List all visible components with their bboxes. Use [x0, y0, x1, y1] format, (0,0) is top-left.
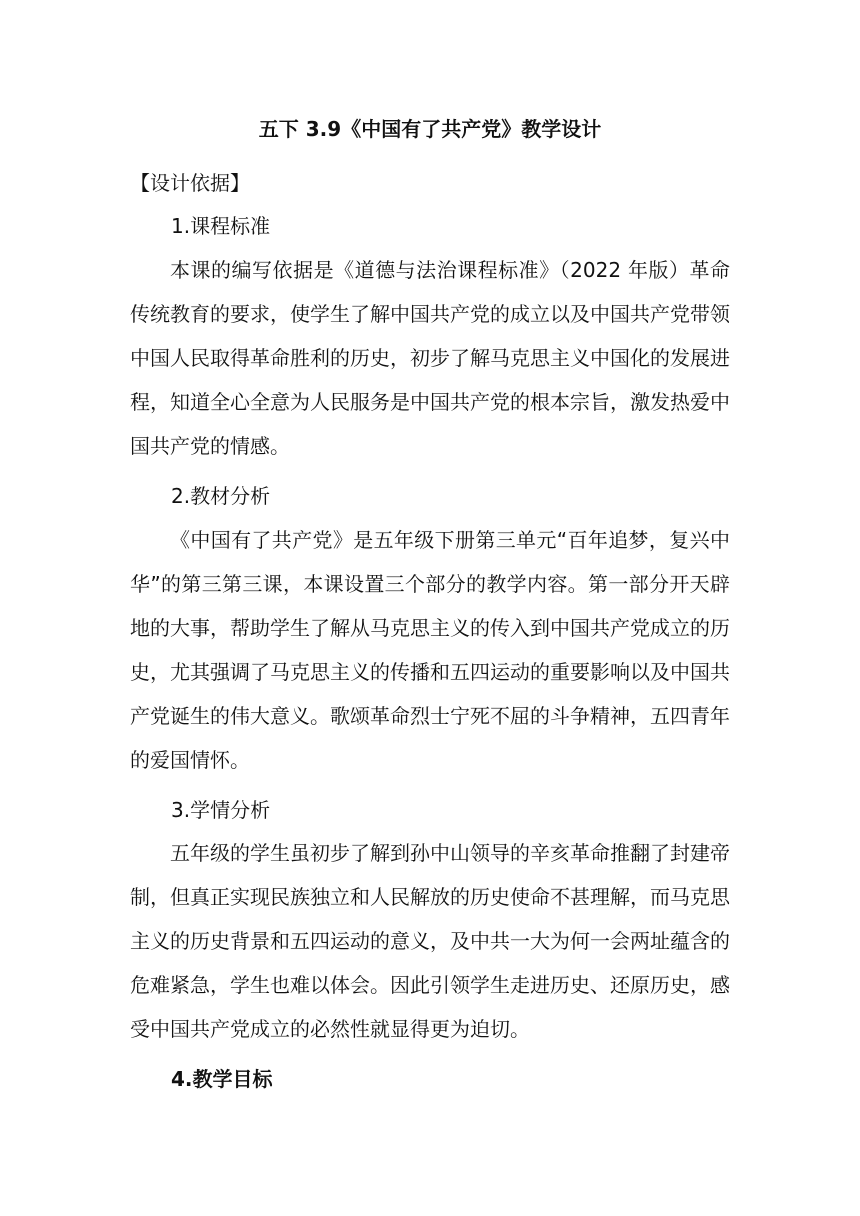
learner-analysis-paragraph: 五年级的学生虽初步了解到孙中山领导的辛亥革命推翻了封建帝制，但真正实现民族独立和人民解放的历史使命不甚理解，而马克思主义的历史背景和五四运动的意义，及中共一大为何一会两址蕴含的危难紧急，学生也难以体会。因此引领学生走进历史、还原历史，感受中国共产党成立的必然性就显得更为迫切。 [130, 841, 730, 1041]
learner-analysis-heading: 3.学情分析 [171, 798, 271, 822]
document-title: 五下 3.9《中国有了共产党》教学设计 [258, 117, 602, 141]
curriculum-standard-paragraph: 本课的编写依据是《道德与法治课程标准》（2022 年版）革命传统教育的要求，使学生了解中国共产党的成立以及中国共产党带领中国人民取得革命胜利的历史，初步了解马克思主义中国化的发展进程，知道全心全意为人民服务是中国共产党的根本宗旨，激发热爱中国共产党的情感。 [130, 258, 730, 458]
document-body [130, 155, 730, 1094]
textbook-analysis-paragraph: 《中国有了共产党》是五年级下册第三单元“百年追梦，复兴中华”的第三第三课，本课设置三个部分的教学内容。第一部分开天辟地的大事，帮助学生了解从马克思主义的传入到中国共产党成立的历史，尤其强调了马克思主义的传播和五四运动的重要影响以及中国共产党诞生的伟大意义。歌颂革命烈士宁死不屈的斗争精神，五四青年的爱国情怀。 [130, 528, 730, 772]
curriculum-standard-heading: 1.课程标准 [171, 214, 271, 238]
textbook-analysis-heading: 2.教材分析 [171, 484, 271, 508]
teaching-objectives-heading: 4.教学目标 [171, 1067, 273, 1091]
design-basis-heading: 【设计依据】 [130, 171, 250, 195]
